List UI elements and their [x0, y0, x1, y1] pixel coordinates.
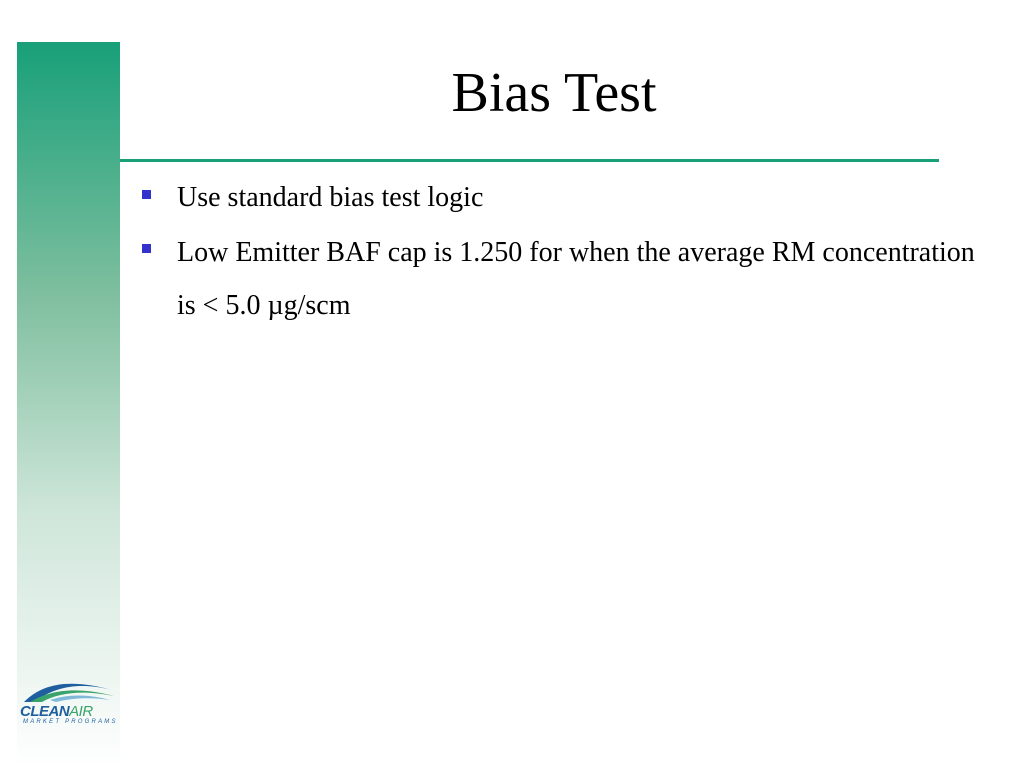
square-bullet-icon — [142, 190, 151, 199]
logo-wordmark — [20, 703, 93, 720]
bullet-item — [140, 226, 980, 332]
square-bullet-icon — [142, 244, 151, 253]
bullet-list — [140, 176, 980, 338]
title-divider — [120, 159, 939, 162]
bullet-item — [140, 176, 980, 220]
logo-tagline: MARKET PROGRAMS — [23, 719, 118, 725]
slide-title: Bias Test — [451, 62, 657, 124]
logo-word-air: AIR — [69, 703, 93, 720]
logo-word-clean: CLEAN — [20, 703, 70, 720]
bullet-text: Low Emitter BAF cap is 1.250 for when the average RM concentration is < 5.0 µg/scm — [177, 237, 975, 321]
wave-swoosh-icon — [20, 674, 116, 704]
side-gradient-bar — [17, 42, 120, 768]
clean-air-logo — [20, 674, 116, 730]
bullet-text: Use standard bias test logic — [177, 182, 484, 213]
